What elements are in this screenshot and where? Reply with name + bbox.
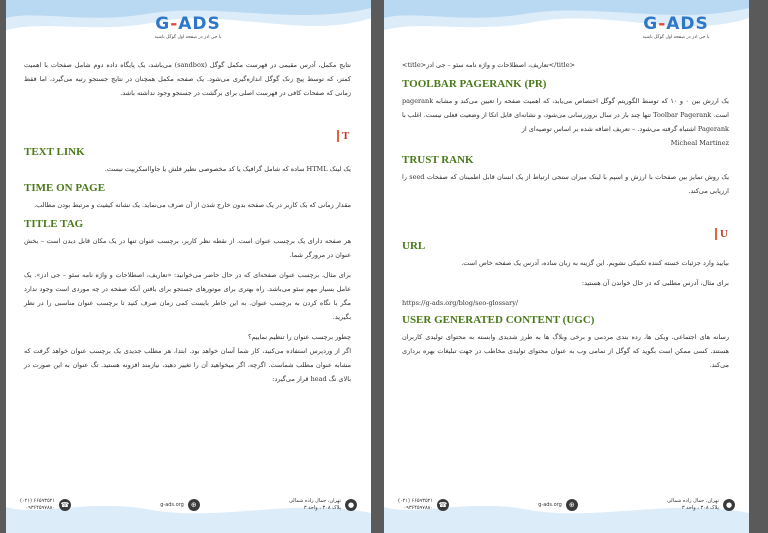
toolbar-pagerank-body: یک ارزش بین ۰ و ۱۰ که توسط الگوریتم گوگل اختصاص می‌یابد، که اهمیت صفحه را تعیین می‌کند و مشابه pagerank است. Toolbar Pagerank تنها چند بار در سال بروزرسانی می‌شود، و نشانه‌ای قابل اتکا از وضعیت فعلی نیست. اغلب با Pagerank اشتباه گرفته می‌شود. – تعریف اضافه شده بر اساس توصیه‌ای از [402, 97, 729, 133]
text-link-body: یک لینک HTML ساده که شامل گرافیک یا کد مخصوصی نظیر فلش یا جاوااسکریپت نیست. [104, 165, 351, 173]
heading-ugc: USER GENERATED CONTENT (UGC) [402, 314, 595, 326]
footer-phones [20, 498, 71, 512]
heading-text-link: TEXT LINK [24, 146, 85, 158]
toolbar-pagerank-credit: Micheal Martinez [670, 139, 729, 147]
page-footer [20, 491, 357, 519]
footer-address [289, 498, 357, 512]
section-letter-t: T [337, 130, 351, 142]
footer-phones [398, 498, 449, 512]
phone-icon: ☎ [60, 501, 70, 509]
ugc-body: رسانه های اجتماعی، ویکی ها، رده بندی مردمی و برخی وبلاگ ها به طرز شدیدی وابسته به محتوای تولیدی کاربران هستند. کسی ممکن است بگوید که گوگل از تمامی وب به عنوان محتوای تولیدی مخاطب در جهت تبلیغات بهره برداری می‌کند. [402, 333, 729, 369]
heading-url: URL [402, 240, 426, 252]
footer-phone-2: ۰۹۳۶۴۵۹۷۸۸۰ [25, 505, 56, 511]
globe-icon: ⊕ [188, 499, 200, 511]
heading-toolbar-pagerank: TOOLBAR PAGERANK (PR) [402, 78, 547, 90]
title-tag-howto: اگر از وردپرس استفاده می‌کنید، کار شما آسان خواهد بود. ابتدا، هر مطلب جدیدی یک برچسب عنوان خواهد گرفت که مشابه عنوان مطلب شماست. اگرچه، اگر میخواهید آن را تغییر دهید، نیازمند افزونه هستید. تگ عنوان به این صورت در بالای تگ head قرار می‌گیرد: [24, 347, 351, 383]
footer-address-line-2: پلاک ۳۰۸ ، واحد ۳ [681, 505, 719, 511]
footer-website-text: g-ads.org [160, 501, 184, 508]
footer-phone-1: (۰۲۱) ۶۶۵۹۳۵۲۱ [20, 498, 56, 504]
title-tag-body: هر صفحه دارای یک برچسب عنوان است. از نقطه نظر کاربر، برچسب عنوان تنها در یک مکان قابل دیدن است – بخش عنوان در مرورگر شما. [24, 237, 351, 259]
footer-website [160, 499, 200, 511]
title-tag-example: برای مثال، برچسب عنوان صفحه‌ای که در حال حاضر می‌خوانید: «تعاریف، اصطلاحات و واژه نامه سئو – جی ادز». یک عامل بسیار مهم سئو می‌باشد. راه بهتری برای موتورهای جستجو برای یافتن آنکه صفحه در چه موردی است وجود ندارد مگر با نگاه کردن به برچسب عنوان. به این خاطر بایست کمی زمان صرف کنید تا برچسب عنوان مناسبی را در نظر بگیرید. [24, 271, 351, 321]
document-page-right [384, 0, 749, 533]
heading-time-on-page: TIME ON PAGE [24, 182, 106, 194]
footer-address [667, 498, 735, 512]
url-body: بیایید وارد جزئیات خسته کننده تکنیکی نشویم. این گزینه به زبان ساده، آدرس یک صفحه خاص است. [461, 259, 729, 267]
location-pin-icon: ● [723, 499, 735, 511]
phone-icon: ☎ [438, 501, 448, 509]
footer-address-line-2: پلاک ۳۰۸ ، واحد ۳ [303, 505, 341, 511]
brand-logo: G-ADS با جی ادز در صفحه اول گوگل باشید [626, 14, 726, 40]
trust-rank-body: یک روش تمایز بین صفحات با ارزش و اسپم با لینک میزان سنجی ارتباط از یک انسان قابل اطمینان که صفحات seed را ارزیابی می‌کند. [402, 173, 729, 195]
heading-trust-rank: TRUST RANK [402, 154, 474, 166]
page-footer [398, 491, 735, 519]
footer-phone-2: ۰۹۳۶۴۵۹۷۸۸۰ [403, 505, 434, 511]
footer-phone-1: (۰۲۱) ۶۶۵۹۳۵۲۱ [398, 498, 434, 504]
document-page-left [6, 0, 371, 533]
footer-address-line-1: تهران، جمال زاده شمالی [667, 498, 719, 504]
right-page-content [402, 58, 729, 378]
footer-website [538, 499, 578, 511]
brand-tagline: با جی ادز در صفحه اول گوگل باشید [154, 35, 222, 40]
globe-icon: ⊕ [566, 499, 578, 511]
page-gap [372, 0, 384, 533]
section-letter-u: U [715, 228, 729, 240]
footer-website-text: g-ads.org [538, 501, 562, 508]
footer-address-line-1: تهران، جمال زاده شمالی [289, 498, 341, 504]
heading-title-tag: TITLE TAG [24, 218, 84, 230]
brand-tagline: با جی ادز در صفحه اول گوگل باشید [642, 35, 710, 40]
location-pin-icon: ● [345, 499, 357, 511]
title-tag-code: <title>تعاریف، اصطلاحات و واژه نامه سئو – جی ادز</title> [402, 61, 575, 69]
brand-logo: G-ADS با جی ادز در صفحه اول گوگل باشید [138, 14, 238, 40]
url-example-intro: برای مثال، آدرس مطلبی که در حال خواندن آن هستید: [581, 279, 729, 287]
left-page-content [24, 58, 351, 392]
intro-paragraph: نتایج مکمل، آدرس مقیمی در فهرست مکمل گوگل (sandbox) می‌باشد، یک پایگاه داده دوم شامل صفحات با اهمیت کمتر، که توسط پیج رنک گوگل اندازه‌گیری می‌شود. یک صفحه مکمل همچنان در نتایج جستجو رتبه می‌گیرد، اما فقط زمانی که صفحات کافی در فهرست اصلی برای برگشت در جستجو وجود نداشته باشد. [24, 61, 351, 97]
time-on-page-body: مقدار زمانی که یک کاربر در یک صفحه بدون خارج شدن از آن صرف می‌نماید. یک نشانه کیفیت و مرتبط بودن مطالب. [34, 201, 351, 209]
url-example-link[interactable]: https://g-ads.org/blog/seo-glossary/ [402, 299, 519, 307]
title-tag-question: چطور برچسب عنوان را تنظیم نماییم؟ [248, 333, 351, 341]
